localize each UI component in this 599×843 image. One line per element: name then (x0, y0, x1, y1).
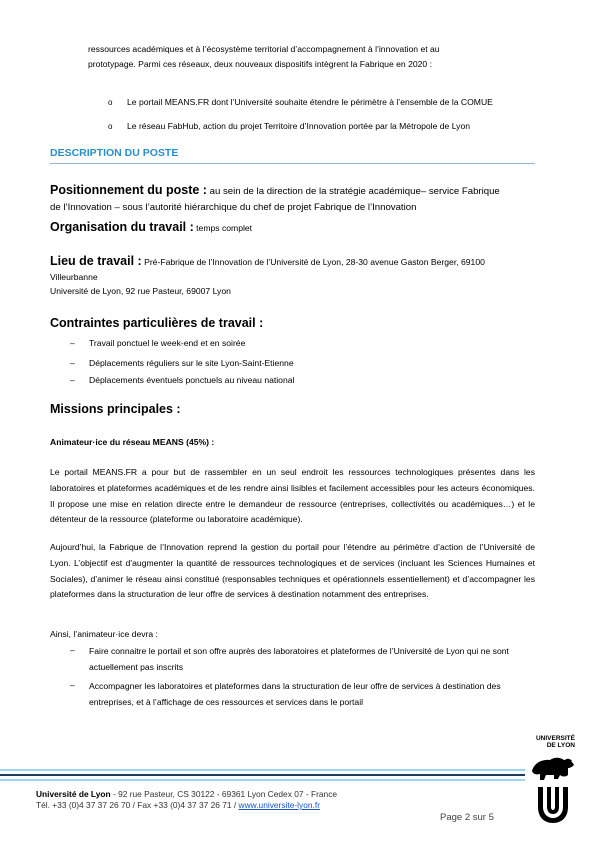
intro-bullet-1: Le portail MEANS.FR dont l’Université souhaite étendre le périmètre à l’ensemble de la COMUE (127, 97, 493, 107)
intro-paragraph (88, 42, 528, 72)
intro-line-1: ressources académiques et à l’écosystème territorial d’accompagnement à l’innovation et au (88, 44, 440, 54)
lieu-text-3: Université de Lyon, 92 rue Pasteur, 69007 Lyon (50, 286, 231, 296)
contrainte-item-3: Déplacements éventuels ponctuels au niveau national (89, 375, 295, 385)
dash-mark: – (70, 375, 75, 385)
positionnement-block (50, 182, 540, 216)
lieu-text-2: Villeurbanne (50, 272, 98, 282)
organisation-block (50, 219, 540, 236)
dash-mark: – (70, 358, 75, 368)
universite-de-lyon-logo (528, 735, 578, 835)
mission-item-2: Accompagner les laboratoires et plateformes dans la structuration de leur offre de services à destination des entreprises, et à l’affichage de ces ressources et services dans le portail (89, 681, 501, 707)
lieu-label: Lieu de travail : (50, 254, 142, 268)
missions-paragraph-2: Aujourd’hui, la Fabrique de l’Innovation reprend la gestion du portail pour l’étendre au périmètre d’action de l’Université de Lyon. L’objectif est d’augmenter la quantité de ressources technologiques et de services (incluant les Sciences Humaines et Sociales), d’animer le réseau ainsi constitué (responsables techniques et opérationnels essentiellement) et d’accompagner les plateformes dans la structuration de leur offre de services à destination notamment des entreprises. (50, 542, 535, 600)
missions-paragraph-1: Le portail MEANS.FR a pour but de rassembler en un seul endroit les ressources technologiques présentes dans les laboratoires et plateformes académiques et de les rendre ainsi lisibles et facilement accessibles pour les acteurs économiques. Il propose une mise en relation directe entre le demandeur de ressource (entreprises, collectivités ou académiques…) et le détenteur de la ressource (plateforme ou laboratoire académique). (50, 467, 535, 525)
footer-address-line (36, 789, 337, 800)
logo-text-2: DE LYON (546, 742, 575, 749)
organisation-label: Organisation du travail : (50, 220, 194, 234)
mission-item-1: Faire connaitre le portail et son offre auprès des laboratoires et plateformes de l’Université de Lyon qui ne sont actuellement pas inscrits (89, 646, 509, 672)
lieu-block (50, 253, 540, 298)
dash-mark: – (70, 338, 75, 348)
logo-text-1: UNIVERSITÉ (535, 735, 575, 742)
footer-org: Université de Lyon (36, 789, 111, 799)
lion-emblem-icon (528, 749, 578, 831)
missions-label: Missions principales : (50, 402, 181, 416)
intro-line-2: prototypage. Parmi ces réseaux, deux nouveaux dispositifs intègrent la Fabrique en 2020 : (88, 58, 432, 69)
footer-contact-line (36, 800, 320, 811)
dash-mark: – (70, 645, 75, 655)
footer-band-light (0, 769, 525, 771)
positionnement-text-2: de l’Innovation – sous l’autorité hiérarchique du chef de projet Fabrique de l’Innovation (50, 202, 417, 213)
footer-phone: Tél. +33 (0)4 37 37 26 70 / Fax +33 (0)4 37 37 26 71 / (36, 800, 239, 810)
lieu-text-1: Pré-Fabrique de l’Innovation de l’Université de Lyon, 28-30 avenue Gaston Berger, 69100 (141, 257, 485, 267)
positionnement-text-1: au sein de la direction de la stratégie académique– service Fabrique (206, 186, 500, 197)
bullet-mark: o (108, 122, 113, 131)
contraintes-label: Contraintes particulières de travail : (50, 316, 264, 330)
organisation-text: temps complet (193, 223, 253, 233)
dash-mark: – (70, 680, 75, 690)
intro-bullet-2: Le réseau FabHub, action du projet Territoire d’Innovation portée par la Métropole de Lyon (127, 121, 471, 131)
footer-website-link[interactable]: www.universite-lyon.fr (238, 800, 320, 810)
section-title: DESCRIPTION DU POSTE (50, 146, 535, 164)
footer-band-light-2 (0, 779, 525, 781)
missions-paragraph-3: Ainsi, l’animateur·ice devra : (50, 629, 158, 639)
footer-address: - 92 rue Pasteur, CS 30122 - 69361 Lyon Cedex 07 - France (110, 789, 338, 799)
contrainte-item-1: Travail ponctuel le week-end et en soirée (89, 338, 246, 348)
footer-band-dark (0, 774, 525, 776)
contrainte-item-2: Déplacements réguliers sur le site Lyon-Saint-Etienne (89, 358, 294, 368)
bullet-mark: o (108, 98, 113, 107)
missions-sublabel: Animateur·ice du réseau MEANS (45%) : (50, 437, 215, 447)
positionnement-label: Positionnement du poste : (50, 183, 207, 197)
page-number: Page 2 sur 5 (440, 812, 494, 823)
